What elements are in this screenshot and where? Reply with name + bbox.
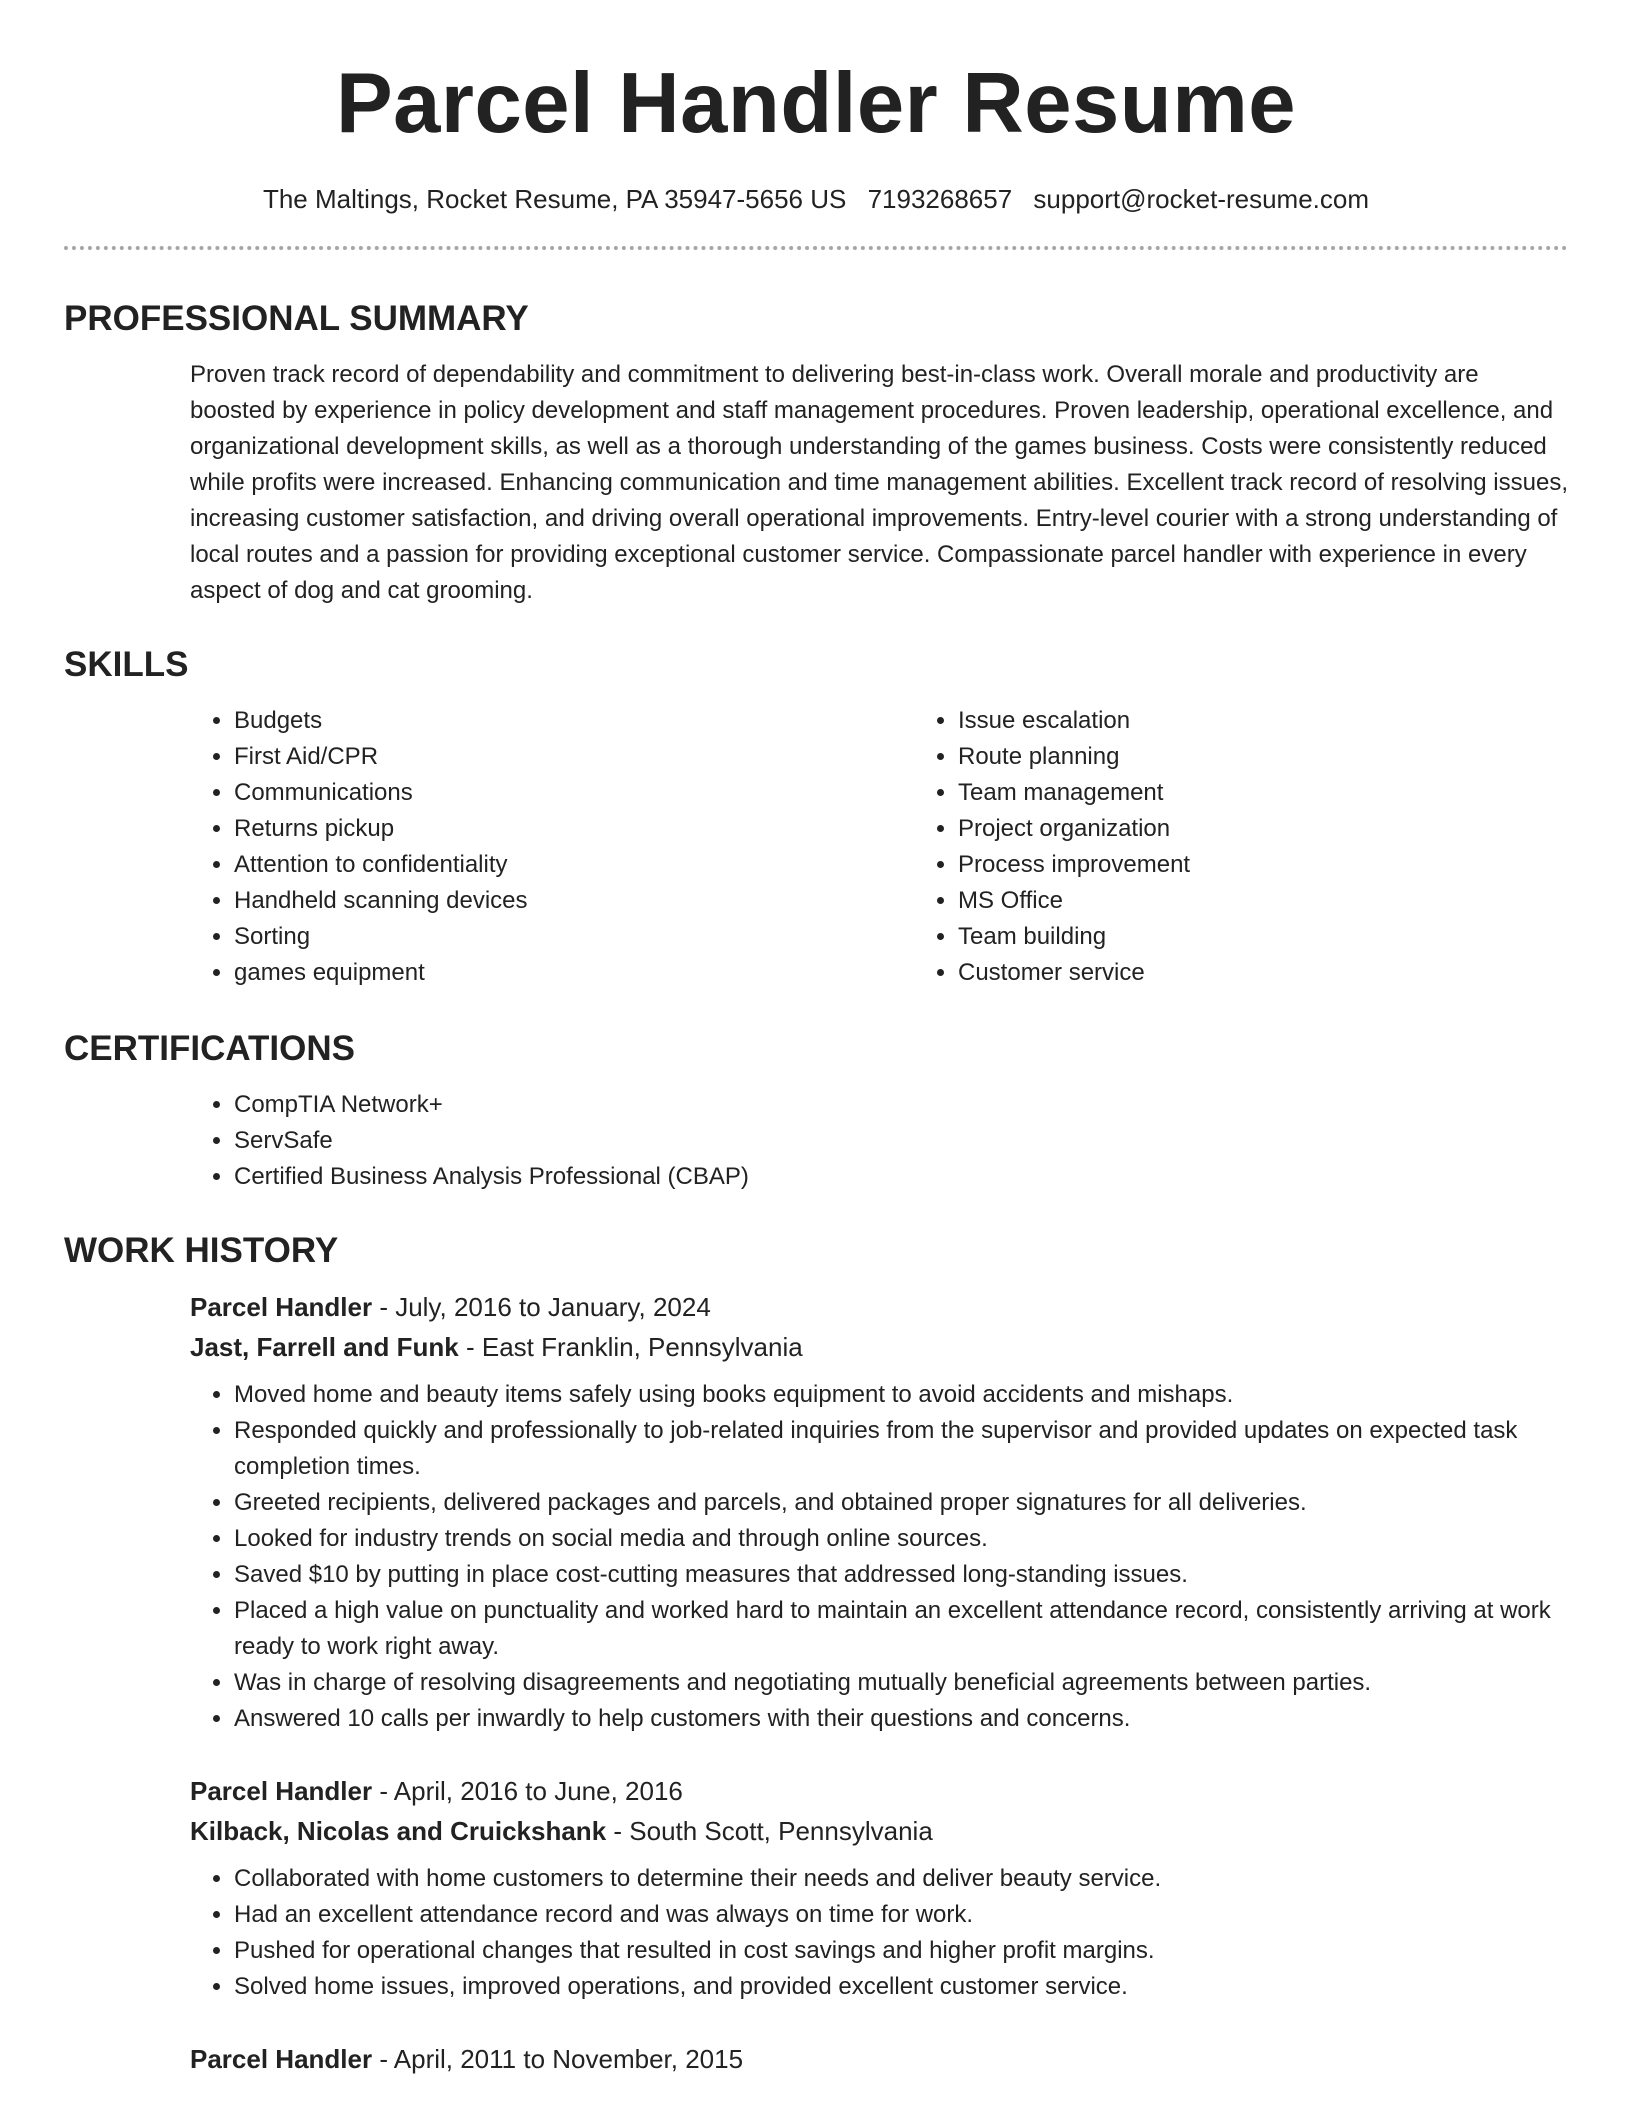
job-company: Jast, Farrell and Funk [190, 1332, 459, 1362]
list-item: • Sorting [234, 919, 914, 955]
list-item: • Responded quickly and professionally to job-related inquiries from the supervisor and provided updates on expected task completion times. [234, 1413, 1568, 1485]
certifications-list [190, 1087, 1568, 1195]
job-entry [190, 1771, 1568, 2005]
address: The Maltings, Rocket Resume, PA 35947-5656 US [262, 184, 847, 214]
job-entry [190, 1287, 1568, 1737]
job-company-line [190, 1811, 1568, 1851]
phone: 7193268657 [867, 184, 1013, 214]
list-item: • Was in charge of resolving disagreements and negotiating mutually beneficial agreements between parties. [234, 1665, 1568, 1701]
list-item: • Project organization [958, 811, 1632, 847]
list-item: • Certified Business Analysis Professional (CBAP) [234, 1159, 1568, 1195]
list-item: • Pushed for operational changes that resulted in cost savings and higher profit margins. [234, 1933, 1568, 1969]
list-item: • First Aid/CPR [234, 739, 914, 775]
job-title-line [190, 2039, 1568, 2079]
job-dates: - April, 2016 to June, 2016 [372, 1776, 683, 1806]
job-dates: - July, 2016 to January, 2024 [372, 1292, 711, 1322]
list-item: • Moved home and beauty items safely using books equipment to avoid accidents and mishaps. [234, 1377, 1568, 1413]
list-item: • Attention to confidentiality [234, 847, 914, 883]
resume-title: Parcel Handler Resume [335, 56, 1297, 151]
skills-heading: SKILLS [64, 645, 189, 684]
header-divider [64, 246, 1568, 250]
job-duties [190, 1377, 1568, 1737]
summary-heading: PROFESSIONAL SUMMARY [64, 299, 529, 338]
job-title: Parcel Handler [190, 1776, 373, 1806]
list-item: • Customer service [958, 955, 1632, 991]
email: support@rocket-resume.com [1033, 184, 1370, 214]
skills-list-right [914, 703, 1632, 991]
list-item: • Budgets [234, 703, 914, 739]
list-item: • Saved $10 by putting in place cost-cutting measures that addressed long-standing issues. [234, 1557, 1568, 1593]
list-item: • Collaborated with home customers to determine their needs and deliver beauty service. [234, 1861, 1568, 1897]
job-company-line [190, 1327, 1568, 1367]
work-history-section [64, 1229, 1568, 2079]
job-title: Parcel Handler [190, 1292, 373, 1322]
list-item: • MS Office [958, 883, 1632, 919]
list-item: • Issue escalation [958, 703, 1632, 739]
certifications-heading: CERTIFICATIONS [64, 1029, 356, 1068]
job-location: - South Scott, Pennsylvania [606, 1816, 933, 1846]
job-duties [190, 1861, 1568, 2005]
contact-line [64, 182, 1568, 216]
certifications-section [64, 1027, 1568, 1195]
summary-section [64, 297, 1568, 609]
list-item: • ServSafe [234, 1123, 1568, 1159]
job-title-line [190, 1771, 1568, 1811]
list-item: • Team building [958, 919, 1632, 955]
list-item: • Communications [234, 775, 914, 811]
job-title-line [190, 1287, 1568, 1327]
job-location: - East Franklin, Pennsylvania [458, 1332, 803, 1362]
job-company: Kilback, Nicolas and Cruickshank [190, 1816, 607, 1846]
job-title: Parcel Handler [190, 2044, 373, 2074]
list-item: • Solved home issues, improved operations, and provided excellent customer service. [234, 1969, 1568, 2005]
list-item: • Answered 10 calls per inwardly to help customers with their questions and concerns. [234, 1701, 1568, 1737]
list-item: • games equipment [234, 955, 914, 991]
list-item: • Greeted recipients, delivered packages and parcels, and obtained proper signatures for all deliveries. [234, 1485, 1568, 1521]
list-item: • Had an excellent attendance record and was always on time for work. [234, 1897, 1568, 1933]
list-item: • Handheld scanning devices [234, 883, 914, 919]
list-item: • Route planning [958, 739, 1632, 775]
job-dates: - April, 2011 to November, 2015 [372, 2044, 744, 2074]
summary-text: Proven track record of dependability and commitment to delivering best-in-class work. Overall morale and productivity are boosted by experience in policy development and staff management procedures. Proven leadership, operational excellence, and organizational development skills, as well as a thorough understanding of the games business. Costs were consistently reduced while profits were increased. Enhancing communication and time management abilities. Excellent track record of resolving issues, increasing customer satisfaction, and driving overall operational improvements. Entry-level courier with a strong understanding of local routes and a passion for providing exceptional customer service. Compassionate parcel handler with experience in every aspect of dog and cat grooming. [190, 361, 1568, 604]
list-item: • Looked for industry trends on social media and through online sources. [234, 1521, 1568, 1557]
list-item: • Process improvement [958, 847, 1632, 883]
job-entry [190, 2039, 1568, 2079]
skills-section [64, 643, 1568, 991]
list-item: • CompTIA Network+ [234, 1087, 1568, 1123]
list-item: • Team management [958, 775, 1632, 811]
skills-list-left [190, 703, 914, 991]
list-item: • Placed a high value on punctuality and worked hard to maintain an excellent attendance record, consistently arriving at work ready to work right away. [234, 1593, 1568, 1665]
list-item: • Returns pickup [234, 811, 914, 847]
work-history-heading: WORK HISTORY [64, 1231, 339, 1270]
